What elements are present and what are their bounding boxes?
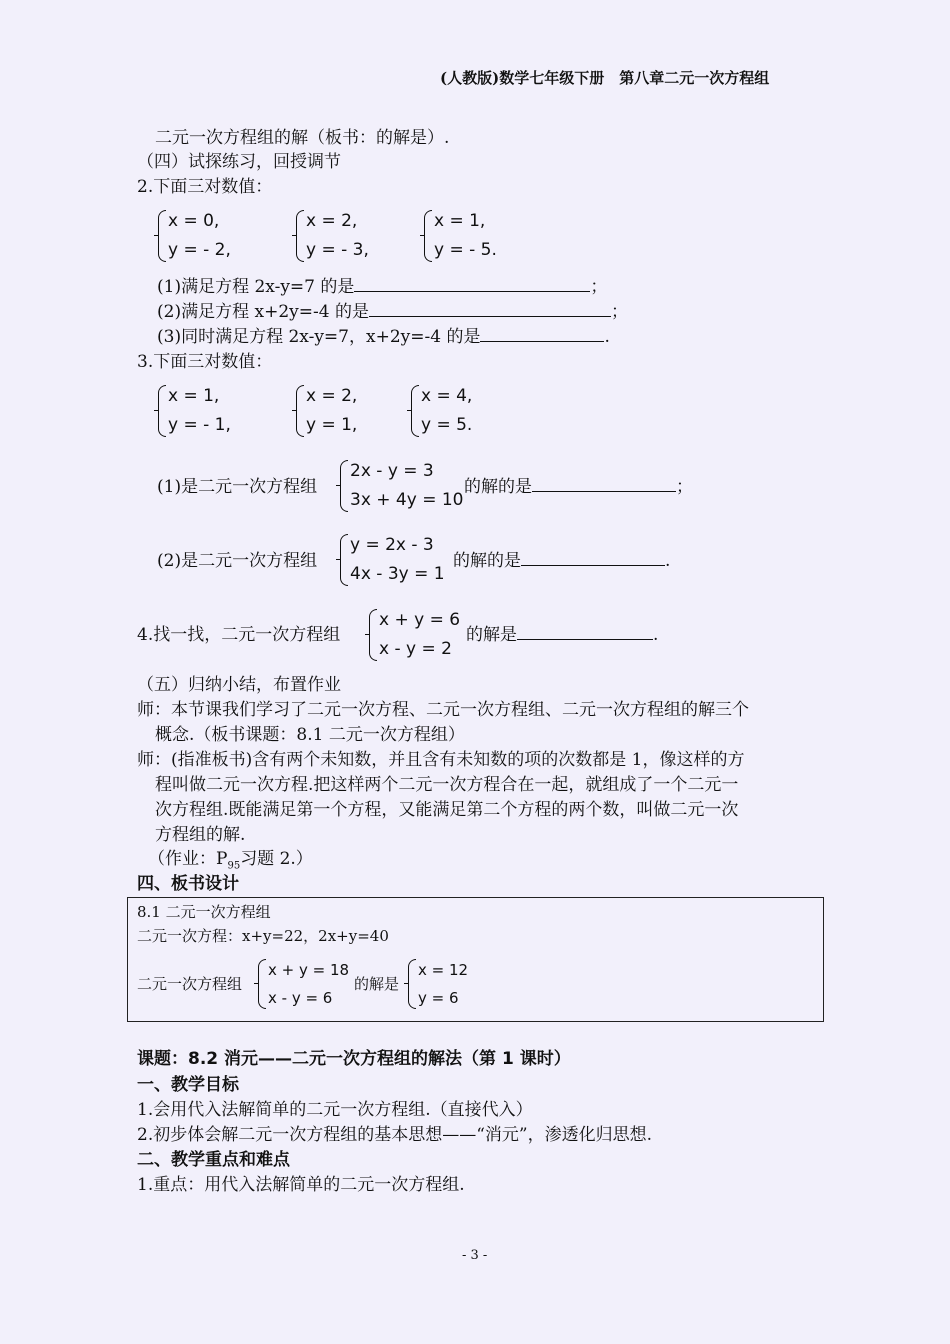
question-3-1-prefix: (1)是二元一次方程组: [157, 477, 318, 497]
question-2-2: (2)满足方程 x+2y=-4 的是 ；: [157, 302, 628, 322]
question-2-3: (3)同时满足方程 2x-y=7，x+2y=-4 的是 .: [157, 327, 610, 347]
homework-line: （作业：$P_{95}$习题 2.）: [148, 849, 313, 872]
question-3-1-suffix: 的解的是 ；: [464, 477, 693, 497]
page-number: - 3 -: [462, 1248, 488, 1263]
question-4-suffix: 的解是 .: [466, 625, 659, 645]
paragraph-line: 师：(指准板书)含有两个未知数，并且含有未知数的项的次数都是 1，像这样的方: [137, 750, 745, 770]
lesson-title: 课题：8.2 消元——二元一次方程组的解法（第 1 课时）: [137, 1049, 571, 1069]
answer-blank[interactable]: [532, 475, 676, 492]
question-3: 3.下面三对数值：: [137, 352, 273, 372]
answer-blank[interactable]: [369, 300, 611, 317]
key-point-1: 1.重点：用代入法解简单的二元一次方程组.: [137, 1175, 465, 1195]
paragraph-line: 方程组的解.: [155, 825, 246, 845]
answer-blank[interactable]: [354, 275, 590, 292]
objective-2: 2.初步体会解二元一次方程组的基本思想——“消元”，渗透化归思想.: [137, 1125, 653, 1145]
paragraph-line: 概念.（板书课题：8.1 二元一次方程组）: [155, 725, 465, 745]
section-heading: 四、板书设计: [137, 874, 239, 894]
page-header: (人教版)数学七年级下册 第八章二元一次方程组: [440, 69, 770, 87]
board-solution-label: 的解是: [354, 975, 400, 993]
objective-1: 1.会用代入法解简单的二元一次方程组.（直接代入）: [137, 1100, 533, 1120]
answer-blank[interactable]: [521, 549, 665, 566]
paragraph-line: 次方程组.既能满足第一个方程，又能满足第二个方程的两个数，叫做二元一次: [155, 800, 739, 820]
answer-blank[interactable]: [480, 325, 604, 342]
section-heading: 一、教学目标: [137, 1075, 239, 1095]
section-heading: （五）归纳小结，布置作业: [137, 675, 341, 695]
question-2-1: (1)满足方程 2x-y=7 的是 ；: [157, 277, 608, 297]
question-2: 2.下面三对数值：: [137, 177, 273, 197]
board-equation-line: 二元一次方程：x+y=22，2x+y=40: [137, 927, 389, 945]
text-line: 二元一次方程组的解（板书：的解是）.: [155, 128, 450, 148]
question-4-prefix: 4.找一找，二元一次方程组: [137, 625, 341, 645]
answer-blank[interactable]: [517, 623, 653, 640]
board-design-box: 8.1 二元一次方程组 二元一次方程：x+y=22，2x+y=40 二元一次方程组 x + y = 18 x - y = 6 的解是 x = 12 y = 6: [127, 897, 824, 1022]
paragraph-line: 师：本节课我们学习了二元一次方程、二元一次方程组、二元一次方程组的解三个: [137, 700, 749, 720]
question-3-2-prefix: (2)是二元一次方程组: [157, 551, 318, 571]
board-title: 8.1 二元一次方程组: [137, 903, 271, 921]
section-heading: （四）试探练习，回授调节: [137, 152, 341, 172]
paragraph-line: 程叫做二元一次方程.把这样两个二元一次方程合在一起，就组成了一个二元一: [155, 775, 739, 795]
section-heading: 二、教学重点和难点: [137, 1150, 290, 1170]
board-system-label: 二元一次方程组: [137, 975, 243, 993]
question-3-2-suffix: 的解的是 .: [453, 551, 671, 571]
